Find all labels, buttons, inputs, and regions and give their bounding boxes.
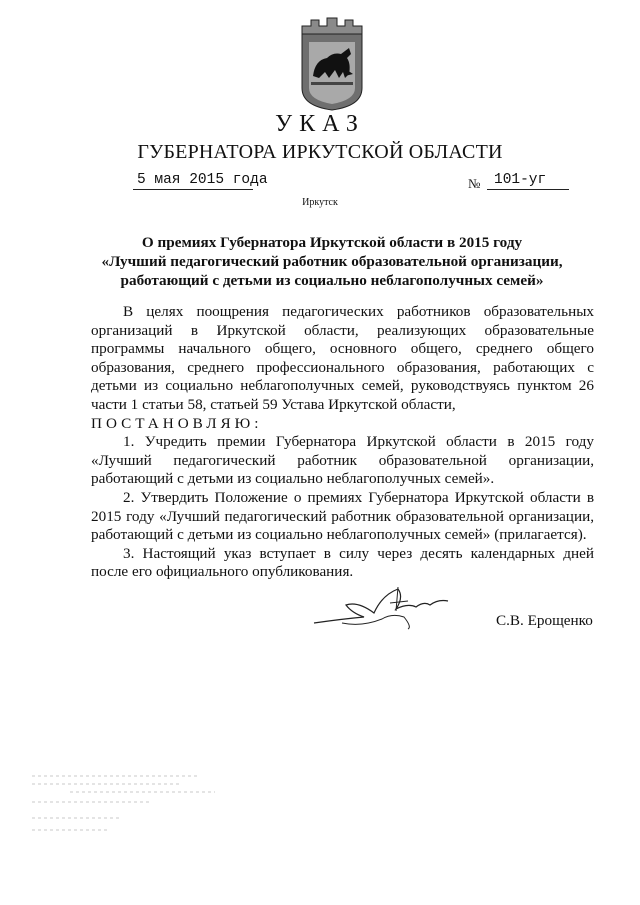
decree-body (91, 303, 594, 582)
issuer-title: ГУБЕРНАТОРА ИРКУТСКОЙ ОБЛАСТИ (137, 141, 503, 163)
item-paragraph-2: 2. Утвердить Положение о премиях Губернатора Иркутской области в 2015 году «Лучший педагогический работник образовательной организации, работающий с детьми из социально неблагополучных семей» (прилагается). (91, 488, 594, 544)
coat-of-arms-icon (293, 8, 371, 112)
faint-stamp-marks (30, 770, 220, 840)
preamble-paragraph: В целях поощрения педагогических работников образовательных организаций в Иркутской области, реализующих образовательные программы начального общего, основного общего, среднего общего образования, среднего профессионального образования, работающих с детьми из социально неблагополучных семей, руководствуясь пунктом 26 части 1 статьи 58, статьей 59 Устава Иркутской области, (91, 303, 594, 413)
decree-number: 101-уг (494, 172, 547, 188)
decree-date: 5 мая 2015 года (137, 172, 268, 188)
date-underline (133, 189, 253, 190)
handwritten-signature-icon (312, 583, 450, 631)
city-name: Иркутск (302, 197, 338, 208)
signatory-name: С.В. Ерощенко (496, 612, 593, 629)
item-paragraph-3: 3. Настоящий указ вступает в силу через десять календарных дней после его официального опубликования. (91, 544, 594, 581)
decree-subject (92, 233, 572, 290)
subject-line-2: «Лучший педагогический работник образовательной организации, (101, 253, 563, 270)
resolve-word: ПОСТАНОВЛЯЮ: (91, 414, 263, 432)
document-type: УКАЗ (275, 111, 365, 137)
number-sign: № (468, 176, 481, 191)
item-paragraph-1: 1. Учредить премии Губернатора Иркутской области в 2015 году «Лучший педагогический работник образовательной организации, работающий с детьми из социально неблагополучных семей». (91, 433, 594, 488)
subject-line-1: О премиях Губернатора Иркутской области в 2015 году (141, 234, 523, 251)
subject-line-3: работающий с детьми из социально неблагополучных семей» (120, 272, 544, 289)
number-underline (487, 189, 569, 190)
